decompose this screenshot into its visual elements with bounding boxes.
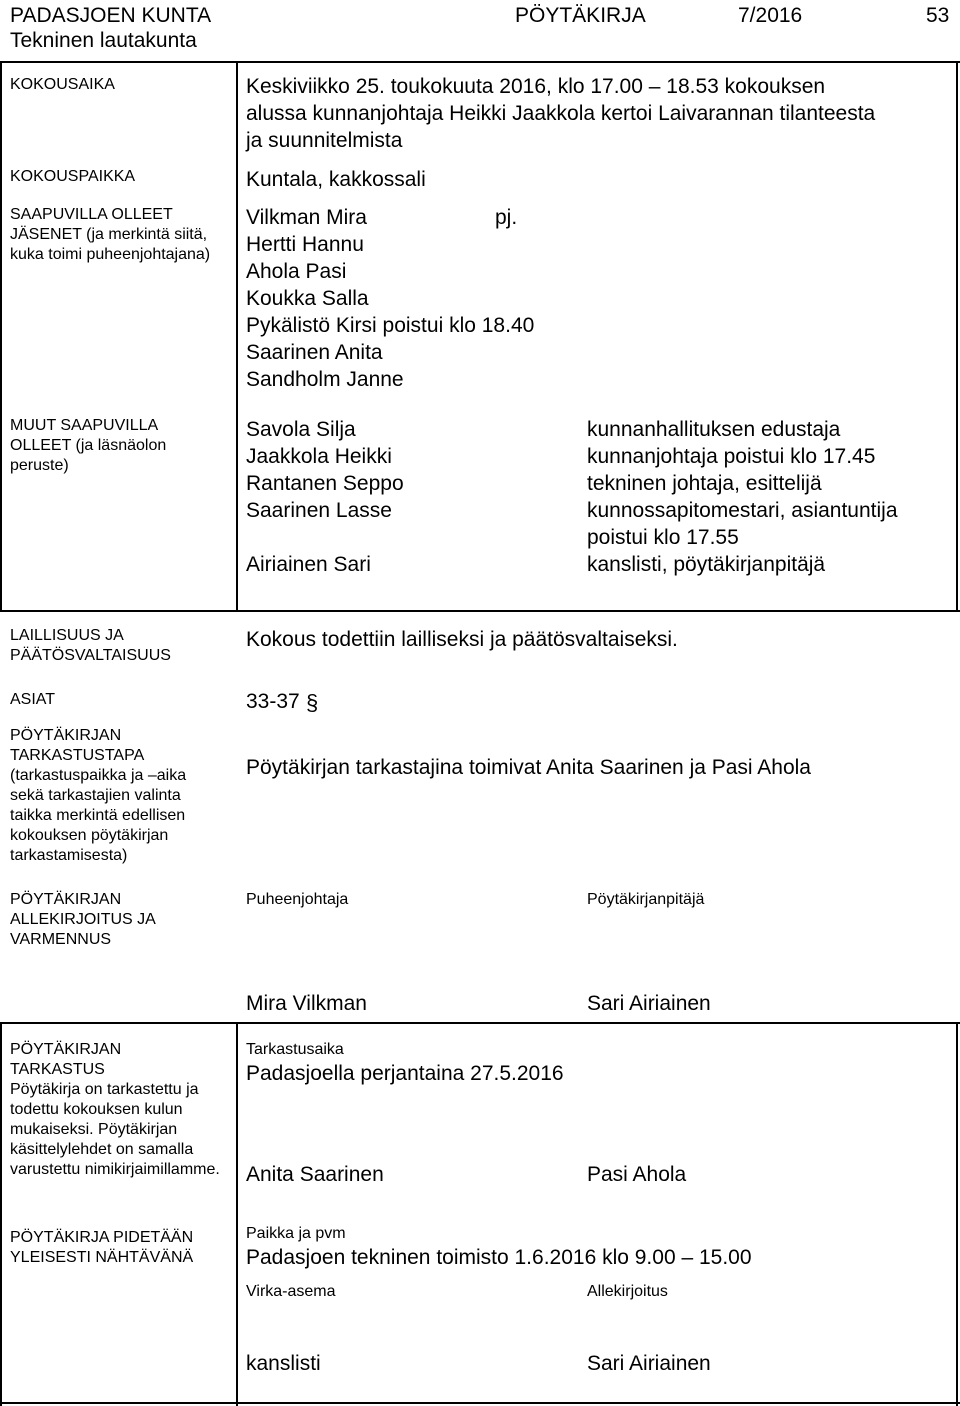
place-caption: Paikka ja pvm bbox=[246, 1225, 346, 1242]
page-number: 53 bbox=[926, 4, 950, 27]
position-value: kanslisti bbox=[246, 1352, 321, 1375]
table-left-border-top bbox=[0, 61, 2, 612]
review-title: PÖYTÄKIRJAN TARKASTUS bbox=[10, 1041, 122, 1078]
other-name: Jaakkola Heikki bbox=[246, 445, 392, 468]
signature-value: Sari Airiainen bbox=[587, 1352, 711, 1375]
review-method-value: Pöytäkirjan tarkastajina toimivat Anita Saarinen ja Pasi Ahola bbox=[246, 756, 811, 779]
other-role: kunnanjohtaja poistui klo 17.45 bbox=[587, 445, 876, 468]
signature-caption: Allekirjoitus bbox=[587, 1283, 668, 1300]
other-role: kunnanhallituksen edustaja bbox=[587, 418, 841, 441]
matters-label: ASIAT bbox=[10, 691, 56, 708]
review-time-value: Padasjoella perjantaina 27.5.2016 bbox=[246, 1062, 564, 1085]
other-name: Savola Silja bbox=[246, 418, 356, 441]
place-value: Padasjoen tekninen toimisto 1.6.2016 klo 9.00 – 15.00 bbox=[246, 1246, 752, 1269]
other-name: Saarinen Lasse bbox=[246, 499, 392, 522]
divider-before-review bbox=[0, 1022, 960, 1024]
column-divider-bottom bbox=[236, 1022, 238, 1406]
other-role: poistui klo 17.55 bbox=[587, 526, 739, 549]
signature-label: PÖYTÄKIRJAN ALLEKIRJOITUS JA VARMENNUS bbox=[10, 891, 155, 948]
reviewer-name: Pasi Ahola bbox=[587, 1163, 687, 1186]
review-note: Pöytäkirja on tarkastettu ja todettu kokouksen kulun mukaiseksi. Pöytäkirjan käsittelylehdet on samalla varustettu nimikirjaimillamme. bbox=[10, 1081, 220, 1178]
public-display-label: PÖYTÄKIRJA PIDETÄÄN YLEISESTI NÄHTÄVÄNÄ bbox=[10, 1229, 194, 1266]
document-number: 7/2016 bbox=[738, 4, 803, 27]
table-right-border-top bbox=[956, 61, 958, 612]
municipality-name: PADASJOEN KUNTA bbox=[10, 4, 212, 27]
other-name: Airiainen Sari bbox=[246, 553, 371, 576]
review-method-note: (tarkastuspaikka ja –aika sekä tarkastajien valinta taikka merkintä edellisen kokouksen pöytäkirjan tarkastamisesta) bbox=[10, 767, 187, 864]
svg-text:§: § bbox=[306, 690, 319, 715]
meeting-time-line-1: Keskiviikko 25. toukokuuta 2016, klo 17.00 – 18.53 kokouksen bbox=[246, 75, 826, 98]
board-name: Tekninen lautakunta bbox=[10, 29, 197, 52]
other-role: kunnossapitomestari, asiantuntija bbox=[587, 499, 898, 522]
secretary-name: Sari Airiainen bbox=[587, 992, 711, 1015]
member-name: Vilkman Mira bbox=[246, 206, 367, 229]
chair-mark: pj. bbox=[495, 206, 518, 229]
other-name: Rantanen Seppo bbox=[246, 472, 404, 495]
other-role: tekninen johtaja, esittelijä bbox=[587, 472, 822, 495]
legality-value: Kokous todettiin lailliseksi ja päätösvaltaiseksi. bbox=[246, 628, 678, 651]
other-role: kanslisti, pöytäkirjanpitäjä bbox=[587, 553, 826, 576]
member-name: Ahola Pasi bbox=[246, 260, 347, 283]
others-label: MUUT SAAPUVILLA OLLEET (ja läsnäolon peruste) bbox=[10, 417, 167, 474]
document-type: PÖYTÄKIRJA bbox=[515, 4, 646, 27]
column-divider-top bbox=[236, 61, 238, 612]
member-name: Koukka Salla bbox=[246, 287, 369, 310]
position-caption: Virka-asema bbox=[246, 1283, 336, 1300]
meeting-time-line-2: alussa kunnanjohtaja Heikki Jaakkola kertoi Laivarannan tilanteesta bbox=[246, 102, 876, 125]
secretary-caption: Pöytäkirjanpitäjä bbox=[587, 891, 705, 908]
reviewer-name: Anita Saarinen bbox=[246, 1163, 384, 1186]
review-method-title: PÖYTÄKIRJAN TARKASTUSTAPA bbox=[10, 727, 145, 764]
member-name: Hertti Hannu bbox=[246, 233, 364, 256]
divider-after-attendees bbox=[0, 610, 960, 612]
table-bottom-border bbox=[0, 1402, 960, 1404]
chair-name: Mira Vilkman bbox=[246, 992, 367, 1015]
legality-label: LAILLISUUS JA PÄÄTÖSVALTAISUUS bbox=[10, 627, 171, 664]
member-name: Sandholm Janne bbox=[246, 368, 404, 391]
review-time-caption: Tarkastusaika bbox=[246, 1041, 344, 1058]
table-left-border-bottom bbox=[0, 1022, 2, 1406]
meeting-time-line-3: ja suunnitelmista bbox=[246, 129, 403, 152]
member-name: Saarinen Anita bbox=[246, 341, 383, 364]
table-top-border bbox=[0, 61, 960, 63]
paragraph-sign-icon bbox=[304, 688, 326, 716]
table-right-border-bottom bbox=[956, 1022, 958, 1406]
meeting-time-label: KOKOUSAIKA bbox=[10, 76, 115, 93]
members-label: SAAPUVILLA OLLEET JÄSENET (ja merkintä siitä, kuka toimi puheenjohtajana) bbox=[10, 206, 211, 263]
meeting-place-value: Kuntala, kakkossali bbox=[246, 168, 426, 191]
matters-value: 33-37 bbox=[246, 690, 300, 713]
meeting-place-label: KOKOUSPAIKKA bbox=[10, 168, 136, 185]
chair-caption: Puheenjohtaja bbox=[246, 891, 349, 908]
member-name: Pykälistö Kirsi poistui klo 18.40 bbox=[246, 314, 535, 337]
